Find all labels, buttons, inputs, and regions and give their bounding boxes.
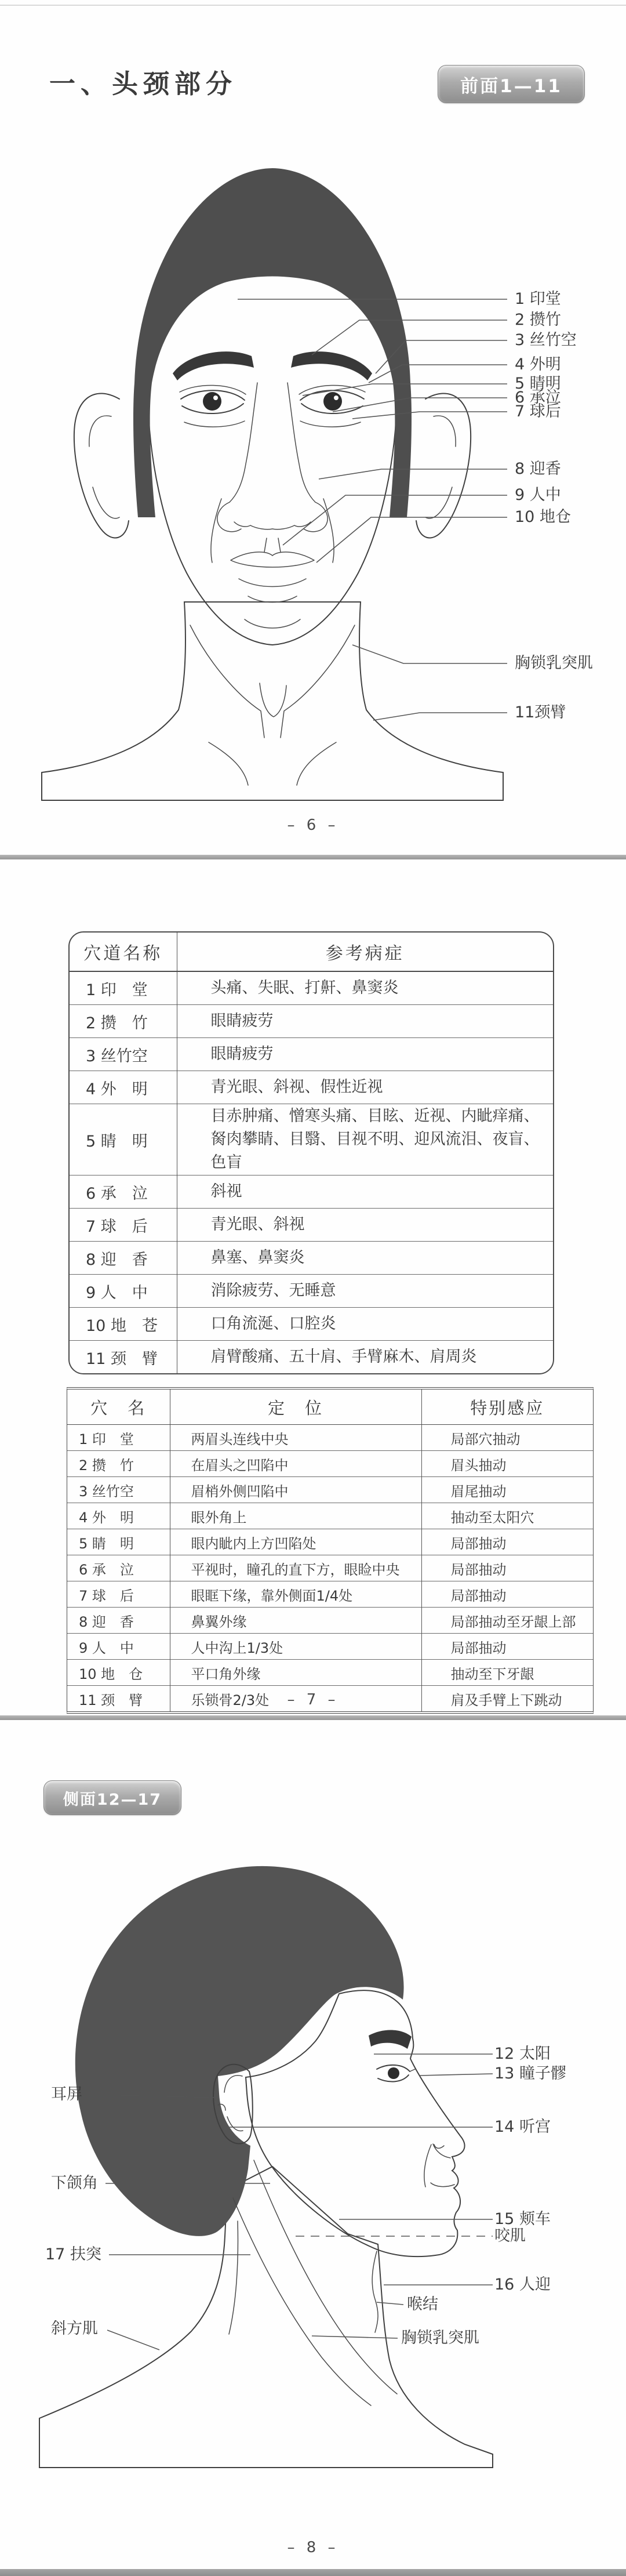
muscle-label-masseter: 咬肌 [494, 2227, 526, 2245]
front-view-badge: 前面1—11 [438, 65, 585, 103]
label-jaw-angle: 下颌角 [51, 2174, 98, 2192]
left-ear-inner [89, 416, 119, 518]
point-label-tinggong: 14 听宫 [494, 2118, 551, 2136]
table-row [67, 1634, 593, 1660]
left-eye [180, 385, 246, 427]
cell-name: 7 球 后 [67, 1581, 170, 1608]
label-adams-apple: 喉结 [407, 2295, 438, 2313]
table-row [67, 1425, 593, 1451]
cell-name: 6 承 泣 [70, 1175, 177, 1209]
table-row [70, 1038, 553, 1071]
table-row [70, 1005, 553, 1038]
right-ear [416, 393, 471, 538]
table-row [70, 971, 553, 1005]
cell-sensation: 眉头抽动 [421, 1451, 593, 1477]
nasolabial-folds [211, 499, 334, 563]
page-number-8: – 8 – [287, 2539, 339, 2556]
cell-sensation: 肩及手臂上下跳动 [421, 1686, 593, 1712]
side-eye [377, 2065, 415, 2082]
table-row [67, 1581, 593, 1608]
table-row [67, 1555, 593, 1581]
cell-name: 1 印 堂 [70, 971, 177, 1005]
cell-name: 5 睛 明 [70, 1104, 177, 1175]
page-title: 一、头颈部分 [49, 68, 238, 99]
cell-name: 1 印 堂 [67, 1425, 170, 1451]
cell-name: 9 人 中 [67, 1634, 170, 1660]
cell-sensation: 局部抽动至牙龈上部 [421, 1608, 593, 1634]
chin-crease [245, 619, 300, 628]
cell-name: 7 球 后 [70, 1209, 177, 1242]
cell-sensation: 眉尾抽动 [421, 1477, 593, 1503]
point-label-chengqi: 6 承泣 [515, 389, 561, 407]
page-divider-2 [0, 1715, 626, 1720]
cell-symptom: 眼睛疲劳 [177, 1005, 553, 1038]
col-header-point: 穴 名 [67, 1389, 170, 1425]
cell-name: 2 攒 竹 [67, 1451, 170, 1477]
page-divider-1 [0, 855, 626, 859]
cell-name: 4 外 明 [67, 1503, 170, 1529]
table-header-row [67, 1389, 593, 1425]
point-label-jingming: 5 睛明 [515, 375, 561, 393]
cell-name: 8 迎 香 [70, 1242, 177, 1275]
nose [217, 383, 327, 532]
table-row [67, 1529, 593, 1555]
side-hair [75, 1866, 404, 2236]
left-ear [74, 393, 129, 538]
location-table [67, 1387, 594, 1714]
table-header-row [70, 933, 553, 971]
left-eyebrow [173, 351, 254, 380]
front-head-figure [35, 139, 510, 794]
cell-location: 眉梢外侧凹陷中 [170, 1477, 421, 1503]
table-row [67, 1503, 593, 1529]
table-row [67, 1608, 593, 1634]
cell-name: 3 丝竹空 [67, 1477, 170, 1503]
cell-symptom: 头痛、失眠、打鼾、鼻窦炎 [177, 971, 553, 1005]
cell-name: 5 睛 明 [67, 1529, 170, 1555]
side-neck-shoulders [39, 2167, 493, 2468]
table-row [70, 1275, 553, 1308]
front-hair [133, 168, 412, 517]
point-label-dicang: 10 地仓 [515, 508, 571, 526]
point-label-renying: 16 人迎 [494, 2276, 551, 2294]
bottom-edge-band [0, 2569, 626, 2576]
cell-sensation: 局部抽动 [421, 1529, 593, 1555]
cell-location: 两眉头连线中央 [170, 1425, 421, 1451]
cell-symptom: 口角流涎、口腔炎 [177, 1308, 553, 1341]
side-nasolabial-fold [424, 2145, 431, 2187]
cell-name: 11 颈 臂 [70, 1341, 177, 1374]
cell-symptom: 青光眼、斜视、假性近视 [177, 1071, 553, 1104]
muscle-label-scm-front: 胸锁乳突肌 [515, 654, 593, 672]
point-label-sizhukong: 3 丝竹空 [515, 331, 577, 349]
muscle-label-trapezius: 斜方肌 [51, 2320, 98, 2338]
cell-location: 人中沟上1/3处 [170, 1634, 421, 1660]
cell-location: 眼内眦内上方凹陷处 [170, 1529, 421, 1555]
cell-location: 在眉头之凹陷中 [170, 1451, 421, 1477]
col-header-symptoms: 参考病症 [177, 933, 553, 971]
scan-edge-line [0, 5, 626, 6]
right-ear-inner [425, 416, 456, 518]
cell-symptom: 目赤肿痛、憎寒头痛、目眩、近视、内眦痒痛、胬肉攀睛、目翳、目视不明、迎风流泪、夜盲、色盲 [177, 1104, 553, 1175]
neck-muscle-lines [190, 625, 355, 785]
front-neck-shoulders [42, 602, 503, 800]
side-view-badge: 侧面12—17 [43, 1780, 181, 1815]
cell-name: 6 承 泣 [67, 1555, 170, 1581]
cell-symptom: 眼睛疲劳 [177, 1038, 553, 1071]
table-row [70, 1175, 553, 1209]
adams-apple-line [372, 2251, 378, 2332]
cell-name: 2 攒 竹 [70, 1005, 177, 1038]
cell-location: 平口角外缘 [170, 1660, 421, 1686]
side-nose-detail [433, 2144, 450, 2158]
point-label-yintang: 1 印堂 [515, 290, 561, 308]
col-header-location: 定 位 [170, 1389, 421, 1425]
muscle-label-scm-side: 胸锁乳突肌 [401, 2329, 479, 2347]
point-label-futu: 17 扶突 [45, 2245, 101, 2263]
point-label-jiache: 15 颊车 [494, 2210, 551, 2228]
col-header-point-name: 穴道名称 [70, 933, 177, 971]
table-row [70, 1242, 553, 1275]
cell-symptom: 青光眼、斜视 [177, 1209, 553, 1242]
table-row [67, 1477, 593, 1503]
table-row [70, 1104, 553, 1175]
table-row [67, 1660, 593, 1686]
cell-name: 10 地 仓 [67, 1660, 170, 1686]
point-label-yingxiang: 8 迎香 [515, 460, 561, 478]
cell-name: 10 地 苍 [70, 1308, 177, 1341]
point-label-taiyang: 12 太阳 [494, 2045, 551, 2063]
symptom-table [68, 931, 554, 1374]
cell-sensation: 局部抽动 [421, 1634, 593, 1660]
cell-symptom: 鼻塞、鼻窦炎 [177, 1242, 553, 1275]
table-row [67, 1451, 593, 1477]
cell-name: 3 丝竹空 [70, 1038, 177, 1071]
cell-symptom: 肩臂酸痛、五十肩、手臂麻木、肩周炎 [177, 1341, 553, 1374]
cell-location: 鼻翼外缘 [170, 1608, 421, 1634]
page-number-6: – 6 – [287, 817, 339, 834]
point-label-cuanzhu: 2 攒竹 [515, 311, 561, 329]
table-row [70, 1341, 553, 1374]
cell-sensation: 局部抽动 [421, 1555, 593, 1581]
side-lip-seam [431, 2183, 454, 2187]
cell-location: 乐锁骨2/3处 [170, 1686, 421, 1712]
table-row [70, 1071, 553, 1104]
label-tragus: 耳屏 [51, 2085, 82, 2103]
table-row [70, 1308, 553, 1341]
side-eyebrow [369, 2030, 412, 2049]
col-header-sensation: 特别感应 [421, 1389, 593, 1425]
right-eye [299, 385, 365, 427]
cell-location: 平视时，瞳孔的直下方，眼睑中央 [170, 1555, 421, 1581]
cell-location: 眼外角上 [170, 1503, 421, 1529]
cell-name: 9 人 中 [70, 1275, 177, 1308]
philtrum [264, 538, 281, 552]
cell-sensation: 局部抽动 [421, 1581, 593, 1608]
point-label-qiuhou: 7 球后 [515, 402, 561, 420]
table-row [70, 1209, 553, 1242]
cell-name: 11 颈 臂 [67, 1686, 170, 1712]
page-number-7: – 7 – [287, 1691, 339, 1708]
right-eyebrow [291, 351, 372, 380]
front-leader-lines [238, 299, 507, 720]
cell-sensation: 局部穴抽动 [421, 1425, 593, 1451]
cell-symptom: 斜视 [177, 1175, 553, 1209]
cell-name: 8 迎 香 [67, 1608, 170, 1634]
cell-symptom: 消除疲劳、无睡意 [177, 1275, 553, 1308]
point-label-tongziliao: 13 瞳子髎 [494, 2065, 566, 2082]
point-label-jingbi: 11颈臂 [515, 703, 566, 721]
point-label-waiming: 4 外明 [515, 355, 561, 373]
point-label-renzhong: 9 人中 [515, 486, 561, 504]
cell-location: 眼眶下缘，靠外侧面1/4处 [170, 1581, 421, 1608]
cell-sensation: 抽动至下牙龈 [421, 1660, 593, 1686]
side-head-figure [23, 1844, 493, 2465]
cell-name: 4 外 明 [70, 1071, 177, 1104]
cell-sensation: 抽动至太阳穴 [421, 1503, 593, 1529]
mouth [231, 552, 314, 603]
